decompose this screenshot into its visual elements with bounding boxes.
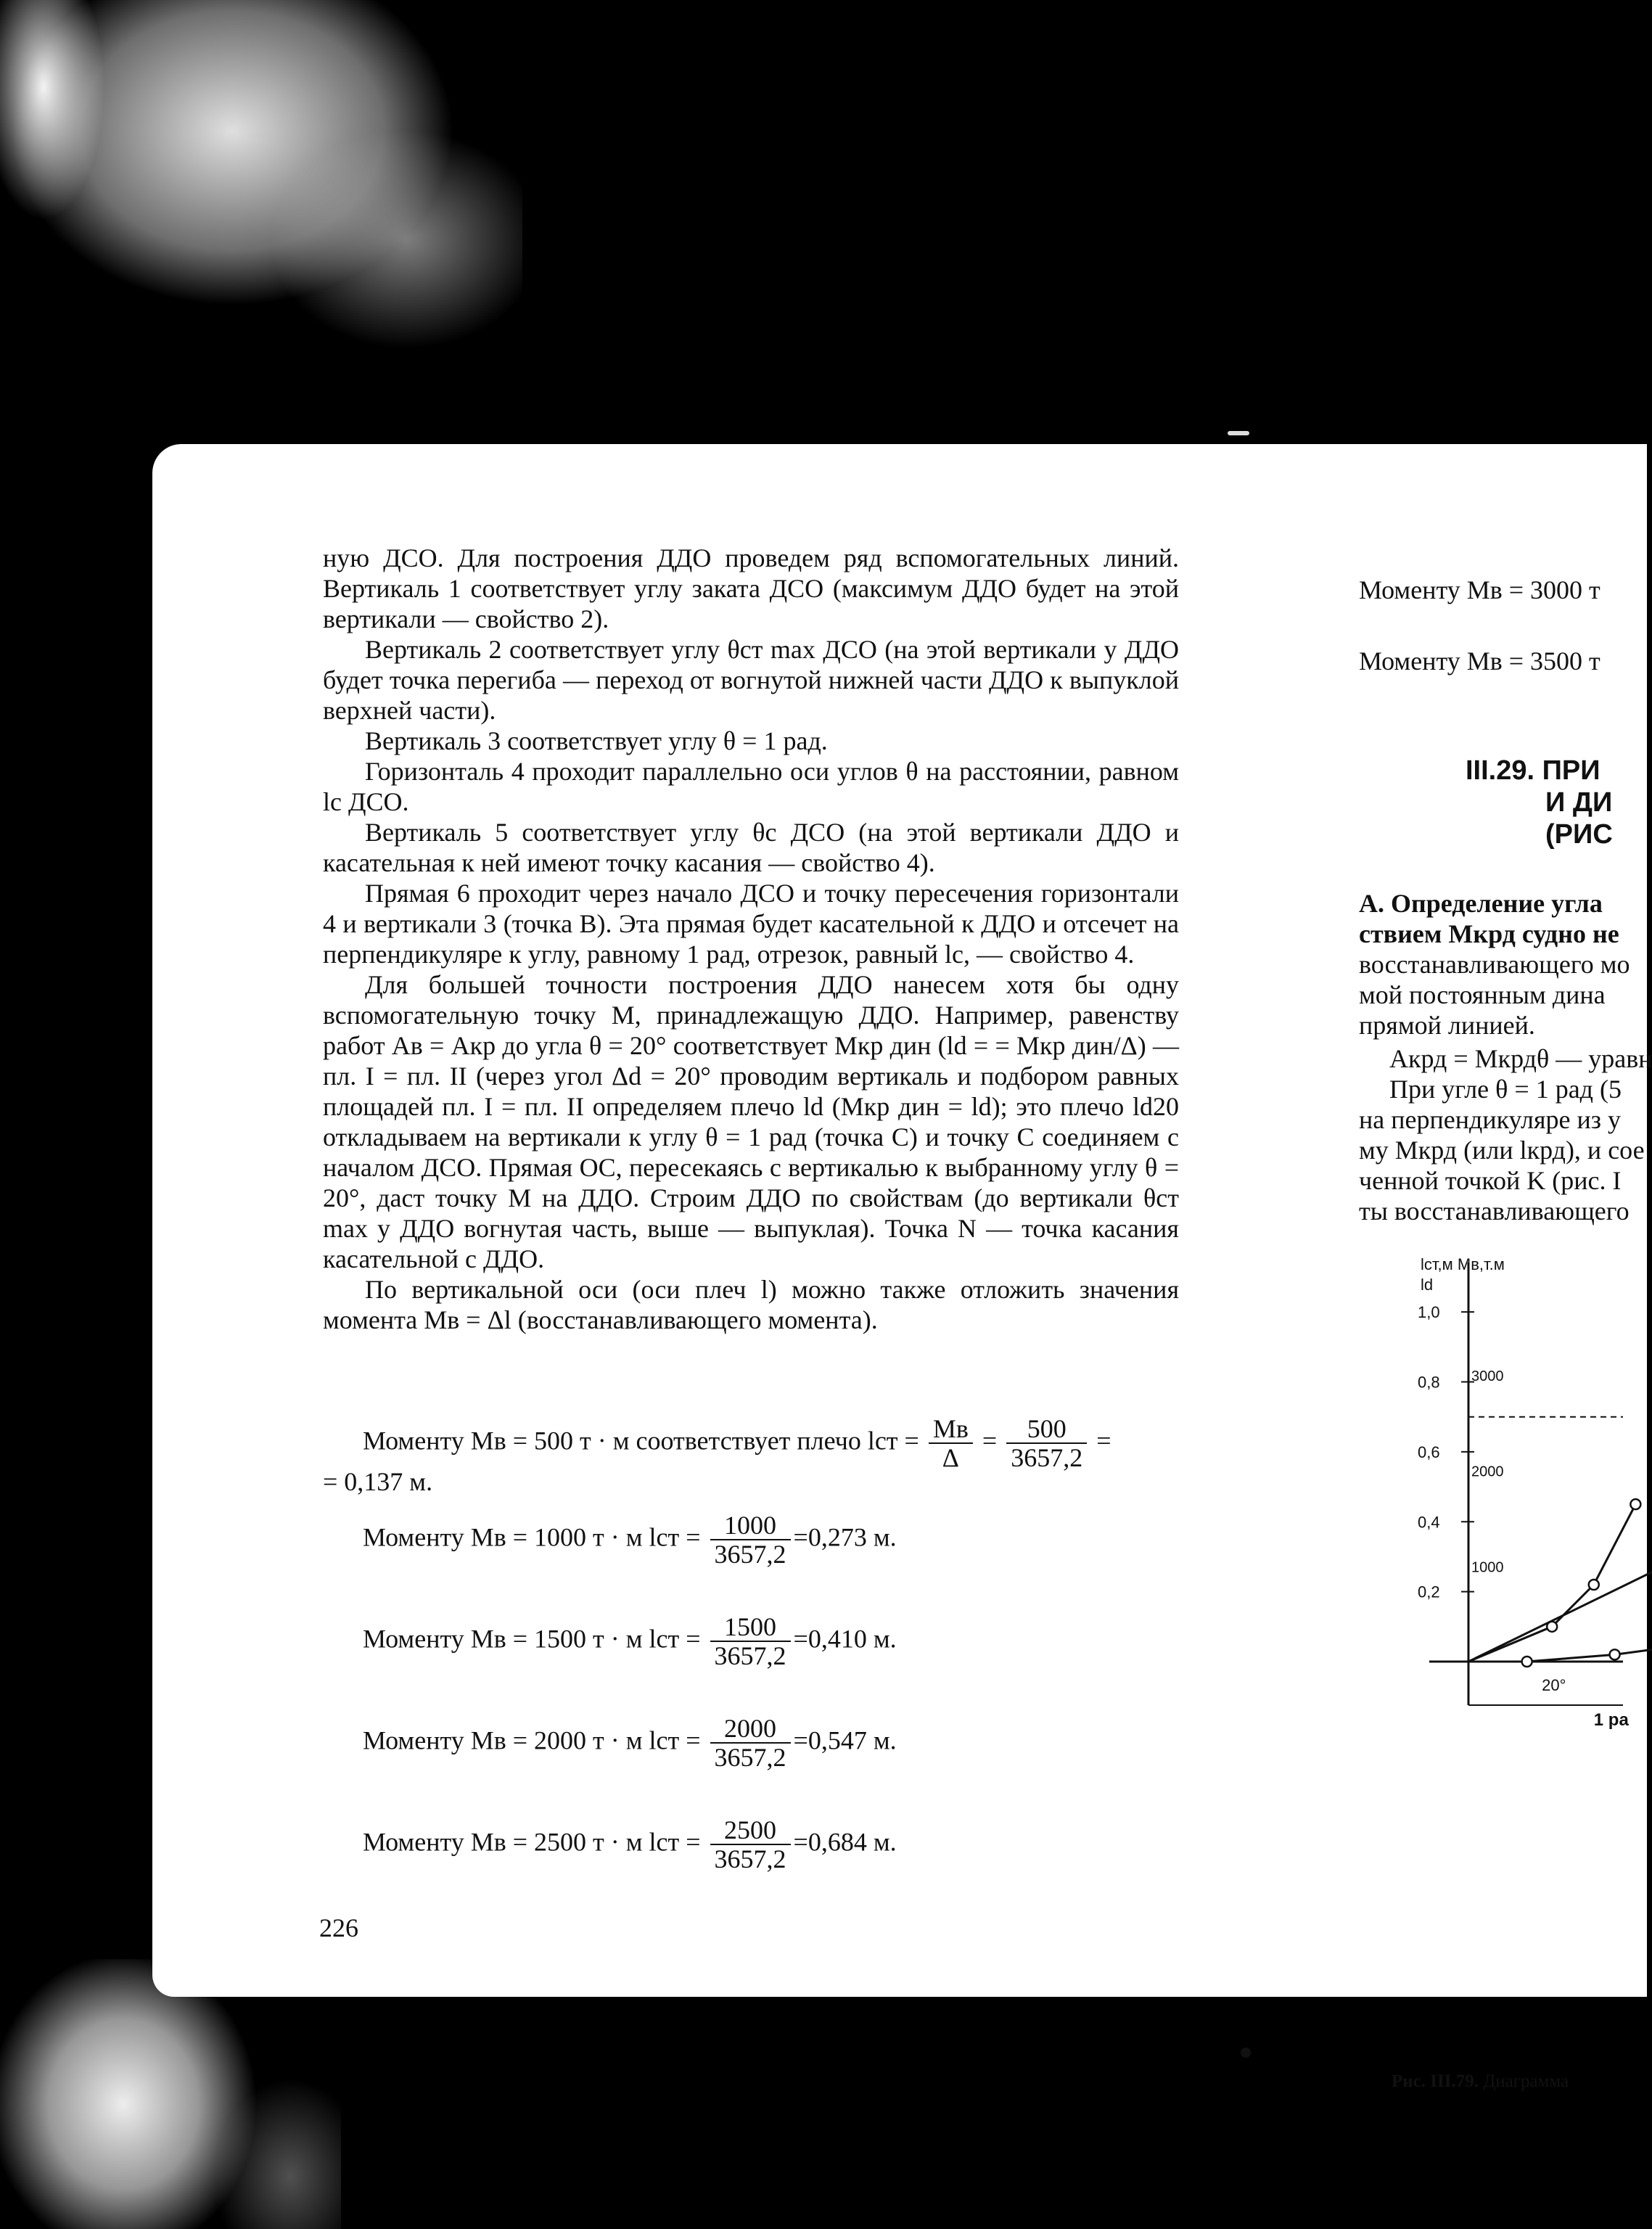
moment-tick-label: 2000: [1471, 1464, 1504, 1480]
figure-caption-text: Диаграмма: [1483, 2072, 1569, 2091]
moment-tick-label: 3000: [1471, 1368, 1504, 1384]
right-moment-3000: Моменту Mв = 3000 т: [1359, 575, 1600, 604]
paragraph-5: Вертикаль 5 соответствует углу θc ДСО (на этой вертикали ДДО и касательная к ней имеют точку касания — свойство 4).: [323, 818, 1179, 877]
section-heading-line-3: (РИС: [1545, 819, 1613, 850]
fraction-denominator: 3657,2: [714, 1743, 786, 1772]
equation-result: =0,684 м.: [793, 1827, 897, 1857]
scan-speck: [1228, 431, 1249, 435]
equation-prefix: Моменту Mв = 1000 т · м lст =: [363, 1522, 701, 1552]
y-tick-label: 0,2: [1418, 1583, 1440, 1601]
right-text-line-11: ты восстанавливающего: [1359, 1196, 1630, 1226]
equation-result: =0,547 м.: [793, 1725, 897, 1755]
right-text-line-4: мой постоянным дина: [1359, 980, 1606, 1009]
y-tick-label: 0,6: [1418, 1442, 1440, 1461]
right-text-line-3: восстанавливающего мо: [1359, 950, 1630, 979]
moment-equation-2000: [363, 1715, 897, 1771]
y-tick-label: 1,0: [1418, 1303, 1440, 1322]
x-tick-label: 20°: [1542, 1676, 1566, 1694]
y-tick-label: 0,8: [1418, 1373, 1440, 1392]
fraction-denominator: 3657,2: [1011, 1443, 1083, 1472]
y-axis-label-ld: ld: [1421, 1276, 1434, 1294]
fraction: [710, 1715, 791, 1771]
fraction: [710, 1613, 791, 1670]
fraction-denominator: 3657,2: [714, 1844, 786, 1873]
fraction-denominator: 3657,2: [714, 1641, 786, 1670]
right-text-line-6: Aкрд = Mкрдθ — уравн: [1389, 1044, 1652, 1073]
paragraph-4: Горизонталь 4 проходит параллельно оси углов θ на расстоянии, равном lc ДСО.: [323, 757, 1179, 816]
fraction: [710, 1816, 791, 1873]
equation-prefix: Моменту Mв = 2000 т · м lст =: [363, 1725, 701, 1755]
fraction-numerator: Mв: [929, 1415, 973, 1444]
right-text-line-5: прямой линией.: [1359, 1011, 1535, 1040]
equals-sign: =: [1096, 1426, 1111, 1456]
fraction-numerator: 1500: [710, 1613, 791, 1642]
fraction: [710, 1511, 791, 1568]
moment-equation-1000: [363, 1511, 897, 1568]
x-tick-label: 1 ра: [1593, 1710, 1629, 1730]
figure-caption: [1392, 2072, 1569, 2092]
fraction-numerator: 1000: [710, 1511, 791, 1540]
data-point: [1589, 1580, 1599, 1590]
right-text-line-2: ствием Mкрд судно не: [1359, 919, 1619, 948]
paragraph-7: Для большей точности построения ДДО нанесем хотя бы одну вспомогательную точку M, принадлежащую ДДО. Например, равенству работ Aв = Aкр до угла θ = 20° соответствует Mкр дин (ld = = Mкр дин/Δ) — пл. I = пл. II (через угол Δd = 20° проводим вертикаль и подбором равных площадей пл. I = пл. II определяем плечо ld (Mкр дин = ld); это плечо ld20 откладываем на вертикали к углу θ = 1 рад (точка C) и точку C соединяем с началом ДСО. Прямая OC, пересекаясь с вертикалью к выбранному углу θ = 20°, даст точку M на ДДО. Строим ДДО по свойствам (до вертикали θст max у ДДО вогнутая часть, выше — выпуклая). Точка N — точка касания касательной с ДДО.: [323, 970, 1179, 1273]
y-axis-label: lст,м Mв,т.м: [1421, 1255, 1505, 1273]
paragraph-3: Вертикаль 3 соответствует углу θ = 1 рад.: [365, 726, 828, 755]
fraction: [929, 1415, 973, 1471]
section-heading-line-1: III.29. ПРИ: [1466, 755, 1600, 786]
moment-equation-500-result: = 0,137 м.: [323, 1467, 433, 1496]
scan-speck: [1241, 2048, 1251, 2058]
scan-glare-bottom: [0, 1959, 341, 2229]
series-line-1: [1468, 1504, 1635, 1662]
right-text-line-9: му Mкрд (или lкрд), и сое: [1359, 1136, 1645, 1165]
equation-prefix: Моменту Mв = 2500 т · м lст =: [363, 1827, 701, 1857]
paragraph-2: Вертикаль 2 соответствует углу θст max ДСО (на этой вертикали у ДДО будет точка перегиба — переход от вогнутой нижней части ДДО к выпуклой верхней части).: [323, 635, 1179, 725]
left-column-text: [323, 543, 1179, 1335]
right-text-line-7: При угле θ = 1 рад (5: [1389, 1075, 1622, 1104]
paragraph-6: Прямая 6 проходит через начало ДСО и точку пересечения горизонтали 4 и вертикали 3 (точка B). Эта прямая будет касательной к ДДО и отсечет на перпендикуляре к углу, равному 1 рад, отрезок, равный lc, — свойство 4.: [323, 879, 1179, 969]
fraction-denominator: 3657,2: [714, 1540, 786, 1569]
right-text-line-1: А. Определение угла: [1359, 889, 1603, 918]
equation-result: =0,410 м.: [793, 1624, 897, 1654]
equation-result: =0,273 м.: [793, 1522, 897, 1552]
stability-diagram: [1408, 1233, 1629, 2075]
fraction-denominator: Δ: [942, 1443, 959, 1472]
fraction-numerator: 2000: [710, 1715, 791, 1744]
data-point: [1630, 1499, 1640, 1509]
right-text-line-8: на перпендикуляре из у: [1359, 1105, 1621, 1134]
paragraph-1: ную ДСО. Для построения ДДО проведем ряд вспомогательных линий. Вертикаль 1 соответствует углу заката ДСО (максимум ДДО будет на этой вертикали — свойство 2).: [323, 543, 1179, 633]
right-moment-3500: Моменту Mв = 3500 т: [1359, 646, 1600, 676]
page-number: 226: [319, 1913, 358, 1942]
scan-glare-top: [0, 0, 522, 424]
equals-sign: =: [982, 1426, 998, 1456]
fraction: [1006, 1415, 1087, 1471]
fraction-numerator: 2500: [710, 1816, 791, 1845]
right-text-line-10: ченной точкой K (рис. I: [1359, 1166, 1622, 1195]
equation-prefix: Моменту Mв = 1500 т · м lст =: [363, 1624, 701, 1654]
moment-equation-1500: [363, 1613, 897, 1670]
paragraph-8: По вертикальной оси (оси плеч l) можно также отложить значения момента Mв = Δl (восстанавливающего момента).: [323, 1275, 1179, 1334]
moment-tick-label: 1000: [1471, 1559, 1504, 1576]
fraction-numerator: 500: [1006, 1415, 1087, 1444]
data-point: [1522, 1657, 1532, 1667]
moment-equation-2500: [363, 1816, 897, 1873]
y-tick-label: 0,4: [1418, 1513, 1440, 1532]
data-point: [1610, 1649, 1620, 1659]
figure-caption-number: Рис. III.79.: [1392, 2072, 1479, 2091]
moment-equation-500: [363, 1415, 1111, 1471]
section-heading-line-2: И ДИ: [1545, 787, 1613, 818]
equation-prefix: Моменту Mв = 500 т · м соответствует плечо lст =: [363, 1426, 919, 1456]
